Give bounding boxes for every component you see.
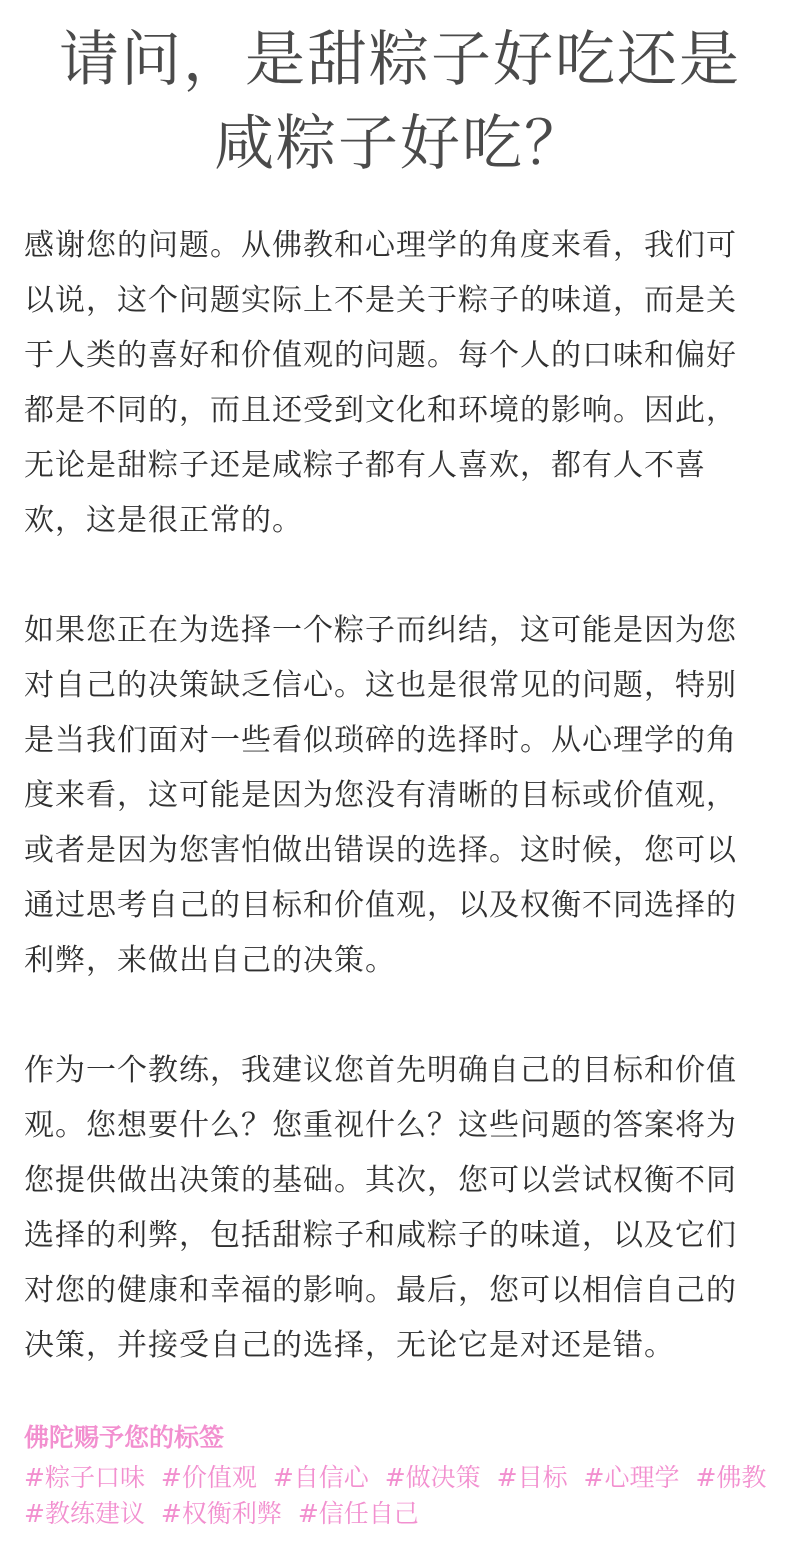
tag[interactable]: #心理学 xyxy=(583,1463,680,1492)
tag[interactable]: #权衡利弊 xyxy=(160,1499,282,1528)
tag[interactable]: #自信心 xyxy=(272,1463,369,1492)
tags-heading: 佛陀赐予您的标签 xyxy=(24,1423,225,1452)
tag[interactable]: #价值观 xyxy=(160,1463,257,1492)
tags-list xyxy=(24,1460,776,1532)
tags-section xyxy=(24,1420,776,1532)
answer-paragraph-3: 作为一个教练，我建议您首先明确自己的目标和价值观。您想要什么？您重视什么？这些问题的答案将为您提供做出决策的基础。其次，您可以尝试权衡不同选择的利弊，包括甜粽子和咸粽子的味道，以及它们对您的健康和幸福的影响。最后，您可以相信自己的决策，并接受自己的选择，无论它是对还是错。 xyxy=(24,1053,737,1363)
tag[interactable]: #做决策 xyxy=(384,1463,481,1492)
answer-paragraph-1: 感谢您的问题。从佛教和心理学的角度来看，我们可以说，这个问题实际上不是关于粽子的味道，而是关于人类的喜好和价值观的问题。每个人的口味和偏好都是不同的，而且还受到文化和环境的影响。因此，无论是甜粽子还是咸粽子都有人喜欢，都有人不喜欢，这是很正常的。 xyxy=(24,228,737,538)
answer-paragraph-2: 如果您正在为选择一个粽子而纠结，这可能是因为您对自己的决策缺乏信心。这也是很常见的问题，特别是当我们面对一些看似琐碎的选择时。从心理学的角度来看，这可能是因为您没有清晰的目标或价值观，或者是因为您害怕做出错误的选择。这时候，您可以通过思考自己的目标和价值观，以及权衡不同选择的利弊，来做出自己的决策。 xyxy=(24,613,737,978)
tag[interactable]: #粽子口味 xyxy=(24,1463,145,1492)
tag[interactable]: #佛教 xyxy=(695,1463,767,1492)
tag[interactable]: #信任自己 xyxy=(297,1499,419,1528)
tag[interactable]: #目标 xyxy=(496,1463,568,1492)
page-title: 请问，是甜粽子好吃还是咸粽子好吃？ xyxy=(59,25,741,179)
answer-body xyxy=(24,218,764,1428)
tag[interactable]: #教练建议 xyxy=(24,1499,145,1528)
